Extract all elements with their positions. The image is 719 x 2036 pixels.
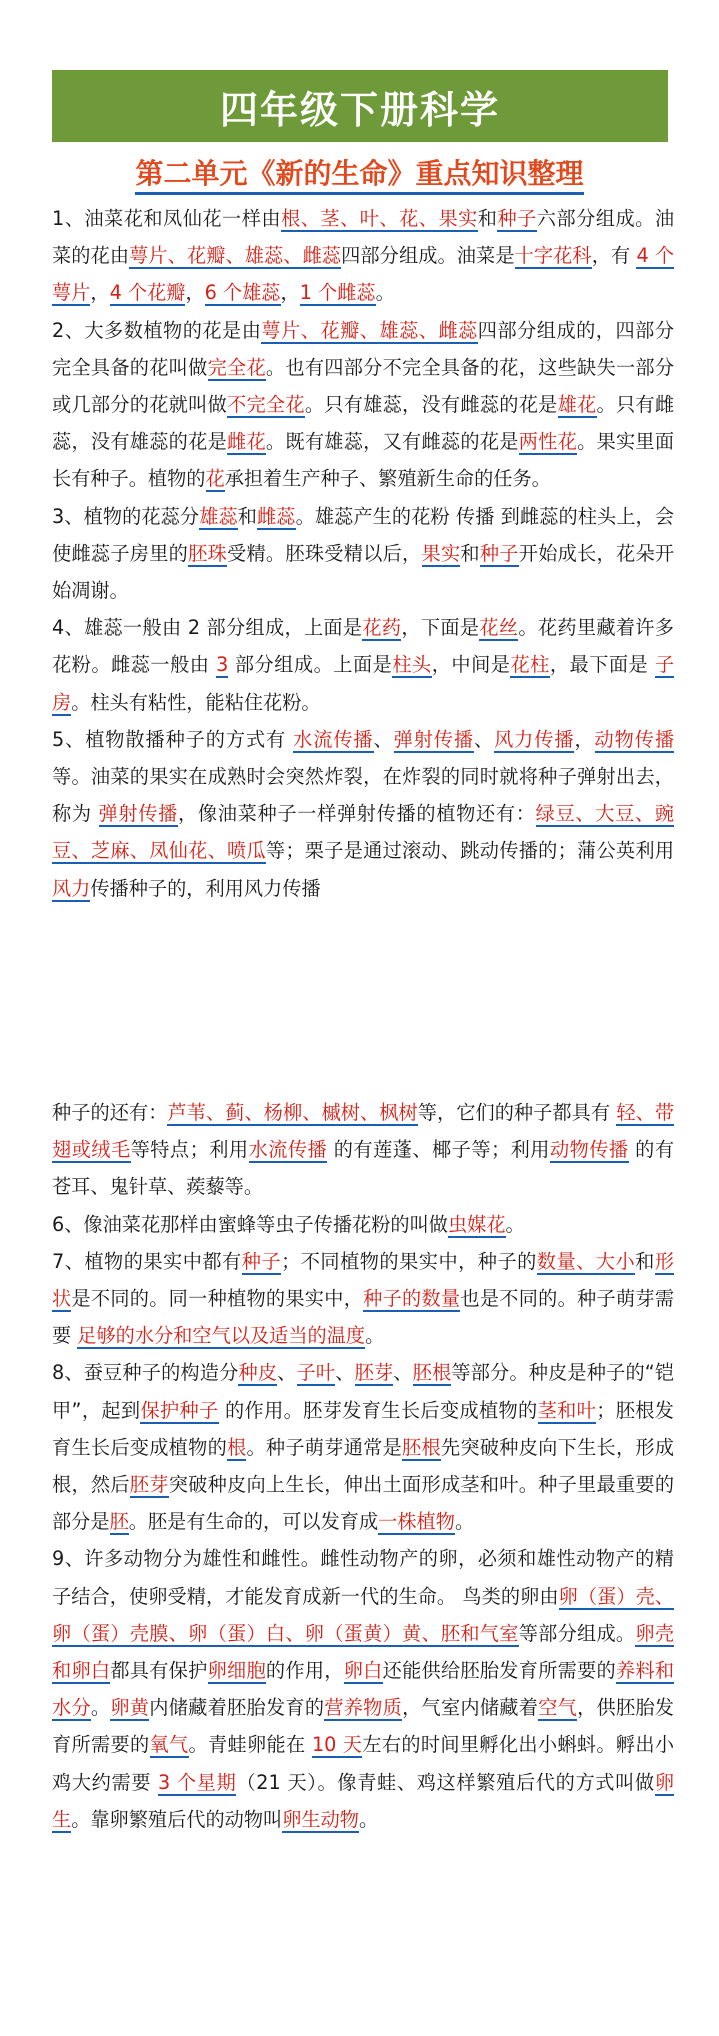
paragraph-text: （21 天）。像青蛙、鸡这样繁殖后代的方式叫做	[236, 1770, 655, 1794]
key-term: 卵黄	[110, 1696, 150, 1720]
paragraph-text: 四部分组成的，四部分完全具备的花叫做	[52, 318, 675, 379]
key-term: 花柱	[510, 653, 550, 677]
paragraph-text: 、	[335, 1361, 355, 1385]
paragraph-text: ，供胚胎发育所需要的	[52, 1696, 675, 1757]
key-term: 动物传播	[594, 727, 675, 751]
paragraph-text: 。雄蕊产生的花粉 传播 到雌蕊的柱头上，会使雌蕊子房里的	[52, 504, 675, 565]
key-term: 萼片、花瓣、雄蕊、雌蕊	[129, 244, 342, 268]
key-term: 柱头	[392, 653, 432, 677]
key-term: 水流传播	[248, 1138, 328, 1162]
paragraph-text: ，	[280, 281, 300, 305]
key-term: 保护种子	[140, 1398, 219, 1422]
key-term: 花丝	[479, 616, 519, 640]
paragraph-text: ，中间是	[431, 653, 511, 677]
paragraph-text: 开始成长，花朵开始凋谢。	[52, 541, 675, 603]
paragraph-text: ；不同植物的果实中，种子的	[281, 1249, 537, 1273]
key-term: 种子	[479, 541, 519, 565]
key-term: 种皮	[238, 1361, 278, 1385]
paragraph-text: 。	[375, 281, 395, 305]
paragraph	[52, 498, 674, 610]
key-term: 轻、带翅或绒毛	[52, 1101, 675, 1162]
key-term: 花药	[362, 616, 402, 640]
key-term: 根、茎、叶、花、果实	[281, 207, 478, 230]
key-term: 卵生动物	[282, 1807, 359, 1831]
paragraph	[52, 312, 674, 498]
key-term: 完全花	[207, 355, 266, 379]
paragraph-text: ，下面是	[401, 616, 480, 640]
paragraph-text: 2、大多数植物的花是由	[52, 318, 262, 342]
paragraph-text: 、	[277, 1361, 297, 1385]
paragraph-text: 。胚是有生命的，可以发育成	[128, 1510, 379, 1534]
key-term: 卵壳和卵白	[52, 1621, 675, 1683]
key-term: 水流传播	[293, 727, 374, 751]
key-term: 十字花科	[514, 244, 592, 268]
key-term: 6 个雄蕊	[204, 281, 281, 305]
page-title: 四年级下册科学	[219, 87, 500, 132]
paragraph-text: 和	[477, 207, 498, 230]
key-term: 4 个花瓣	[109, 281, 186, 305]
paragraph	[52, 721, 674, 907]
paragraph-text: 。果实里面长有种子。植物的	[52, 430, 675, 491]
key-term: 一株植物	[378, 1510, 455, 1534]
paragraph-text: 种子的还有：	[52, 1101, 168, 1124]
key-term: 雌蕊	[257, 504, 296, 528]
key-term: 胚芽	[354, 1361, 394, 1385]
paragraph-text: 等部分组成。	[518, 1621, 636, 1645]
paragraph-text: 。	[359, 1807, 379, 1831]
paragraph-text: 部分组成。上面是	[228, 653, 393, 677]
paragraph-text: 、	[373, 727, 394, 751]
key-term: 茎和叶	[537, 1398, 597, 1422]
unit-subtitle-text: 第二单元《新的生命》重点知识整理	[135, 157, 583, 195]
key-term: 种子	[241, 1249, 282, 1273]
paragraph-text: ；胚根发育生长后变成植物的	[52, 1398, 674, 1459]
key-term: 10 天	[311, 1733, 363, 1757]
paragraph-text: ，最下面是	[549, 653, 655, 677]
paragraph-text: 1、油菜花和凤仙花一样由	[52, 207, 282, 230]
paragraph-text: 。只有雄蕊，没有雌蕊的花是	[304, 393, 558, 417]
paragraph-text: ，	[90, 281, 110, 305]
key-term: 萼片、花瓣、雄蕊、雌蕊	[261, 318, 478, 342]
paragraph-text: 3、植物的花蕊分	[52, 504, 200, 528]
paragraph	[52, 200, 674, 312]
paragraph-text: 8、蚕豆种子的构造分	[52, 1361, 239, 1385]
notes-block-lower	[52, 1094, 674, 1838]
key-term: 3	[216, 653, 229, 677]
key-term: 弹射传播	[98, 802, 178, 826]
key-term: 雄蕊	[199, 504, 238, 528]
paragraph-text: 的作用。胚芽发育生长后变成植物的	[218, 1398, 538, 1422]
paragraph-text: 。	[365, 1324, 385, 1348]
key-term: 氧气	[149, 1733, 189, 1757]
key-term: 雌花	[227, 430, 266, 454]
key-term: 卵生	[52, 1770, 674, 1831]
paragraph-text: 。既有雄蕊，又有雌蕊的花是	[265, 430, 519, 454]
paragraph-text: 。	[90, 1696, 111, 1720]
paragraph-text: 和	[635, 1249, 655, 1273]
paragraph-text: 都具有保护	[110, 1659, 208, 1683]
key-term: 绿豆、大豆、豌豆、芝麻、凤仙花、喷瓜	[52, 802, 675, 863]
paragraph-text: 。柱头有粘性，能粘住花粉。	[71, 690, 321, 714]
key-term: 动物传播	[549, 1138, 629, 1162]
paragraph-text: 六部分组成。油菜的花由	[52, 207, 675, 268]
key-term: 虫媒花	[447, 1212, 506, 1236]
paragraph-text: 内储藏着胚胎发育的	[149, 1696, 325, 1720]
paragraph-text: 6、像油菜花那样由蜜蜂等虫子传播花粉的叫做	[52, 1212, 448, 1236]
key-term: 胚珠	[188, 541, 228, 565]
paragraph-text: 。靠卵繁殖后代的动物叫	[71, 1807, 283, 1831]
paragraph-text: 。种子萌芽通常是	[246, 1435, 403, 1459]
key-term: 足够的水分和空气以及适当的温度	[77, 1324, 366, 1348]
key-term: 子叶	[296, 1361, 336, 1385]
paragraph-text: 承担着生产种子、繁殖新生命的任务。	[224, 467, 551, 491]
key-term: 营养物质	[324, 1696, 403, 1720]
key-term: 种子	[497, 207, 537, 230]
paragraph	[52, 1540, 674, 1838]
paragraph-text: 四部分组成。油菜是	[341, 244, 515, 268]
paragraph-text: 。只有雌蕊，没有雄蕊的花是	[52, 393, 675, 454]
paragraph-text: ，像油菜种子一样弹射传播的植物还有：	[178, 802, 536, 826]
key-term: 数量、大小	[536, 1249, 636, 1273]
title-banner	[52, 70, 668, 142]
paragraph-text: 是不同的。同一种植物的果实中，	[71, 1287, 364, 1311]
key-term: 胚根	[402, 1435, 441, 1459]
paragraph-text: 9、许多动物分为雄性和雌性。雌性动物产的卵，必须和雄性动物产的精子结合，使卵受精，才能发育成新一代的生命。 鸟类的卵由	[52, 1547, 674, 1608]
paragraph-text: 。青蛙卵能在	[188, 1733, 312, 1757]
unit-subtitle	[0, 152, 719, 192]
key-term: 卵白	[343, 1659, 383, 1683]
key-term: 种子的数量	[363, 1287, 461, 1311]
key-term: 花	[205, 467, 225, 491]
paragraph-text: 受精。胚珠受精以后，	[227, 541, 422, 565]
key-term: 空气	[538, 1696, 578, 1720]
paragraph-text: 还能供给胚胎发育所需要的	[382, 1659, 616, 1683]
paragraph-text: 和	[460, 541, 480, 565]
paragraph-text: ，	[574, 727, 595, 751]
paragraph-text: 7、植物的果实中都有	[52, 1249, 242, 1273]
key-term: 风力	[52, 876, 91, 900]
key-term: 不完全花	[227, 393, 305, 417]
paragraph-text: 和	[237, 504, 258, 528]
paragraph-text: 也是不同的。种子萌芽需要	[52, 1287, 675, 1348]
notes-block-upper	[52, 200, 674, 907]
paragraph	[52, 609, 674, 721]
key-term: 卵（蛋）壳、卵（蛋）壳膜、卵（蛋）白、卵（蛋黄）黄、胚和气室	[52, 1584, 674, 1645]
paragraph-text: ，气室内储藏着	[402, 1696, 539, 1720]
paragraph-text: 。	[505, 1212, 525, 1236]
paragraph-text: 的有苍耳、鬼针草、蒺藜等。	[52, 1138, 675, 1199]
paragraph-text: 等。油菜的果实在成熟时会突然炸裂，在炸裂的同时就将种子弹射出去，称为	[52, 765, 674, 826]
paragraph	[52, 1243, 674, 1355]
paragraph-text: 。也有四部分不完全具备的花，这些缺失一部分或几部分的花就叫做	[52, 355, 675, 417]
paragraph-text: 4、雄蕊一般由 2 部分组成，上面是	[52, 616, 363, 640]
paragraph-text: 。	[454, 1510, 475, 1534]
paragraph-text: 等；栗子是通过滚动、跳动传播的；蒲公英利用	[265, 839, 675, 863]
paragraph-text: 突破种皮向上生长，伸出土面形成茎和叶。种子里最重要的部分是	[52, 1473, 675, 1534]
key-term: 两性花	[518, 430, 578, 454]
key-term: 胚根	[412, 1361, 452, 1385]
key-term: 胚芽	[129, 1473, 169, 1497]
key-term: 卵细胞	[207, 1659, 266, 1683]
key-term: 养料和水分	[52, 1659, 675, 1720]
paragraph-text: 等部分。种皮是种子的“铠甲”，起到	[52, 1361, 675, 1422]
key-term: 果实	[421, 541, 461, 565]
key-term: 4 个萼片	[52, 244, 675, 305]
paragraph-text: 。花药里藏着许多花粉。雌蕊一般由	[52, 616, 674, 677]
key-term: 雄花	[557, 393, 597, 417]
paragraph-text: 的作用，	[265, 1659, 344, 1683]
key-term: 形状	[52, 1249, 675, 1311]
key-term: 根	[227, 1435, 247, 1459]
paragraph	[52, 1094, 674, 1206]
paragraph-text: 先突破种皮向下生长，形成根，然后	[52, 1435, 675, 1497]
paragraph-text: 、	[473, 727, 495, 751]
key-term: 3 个星期	[157, 1770, 237, 1794]
paragraph	[52, 1206, 674, 1243]
paragraph-text: 、	[393, 1361, 413, 1385]
key-term: 芦苇、蓟、杨柳、槭树、枫树	[167, 1101, 418, 1124]
paragraph-text: 等，它们的种子都具有	[417, 1101, 617, 1124]
paragraph	[52, 1354, 674, 1540]
paragraph-text: ，	[185, 281, 205, 305]
key-term: 风力传播	[494, 727, 575, 751]
paragraph-text: 5、植物散播种子的方式有	[52, 727, 294, 751]
paragraph-text: 左右的时间里孵化出小蝌蚪。孵出小鸡大约需要	[52, 1733, 675, 1794]
paragraph-text: 等特点；利用	[130, 1138, 249, 1162]
key-term: 1 个雌蕊	[299, 281, 376, 305]
paragraph-text: 传播种子的，利用风力传播	[90, 876, 321, 900]
key-term: 子房	[52, 653, 675, 714]
key-term: 弹射传播	[393, 727, 474, 751]
key-term: 胚	[109, 1510, 129, 1534]
paragraph-text: ，有	[591, 244, 637, 268]
paragraph-text: 的有莲蓬、椰子等；利用	[327, 1138, 550, 1162]
